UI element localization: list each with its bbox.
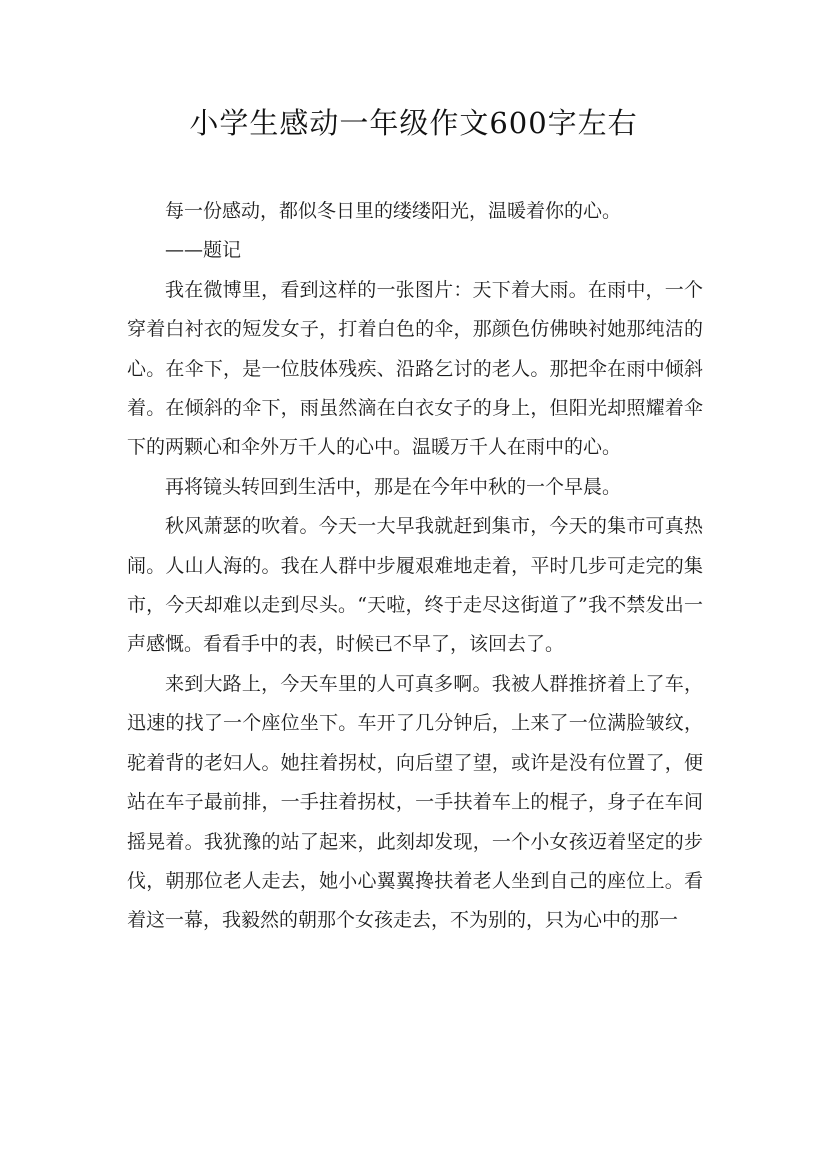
- body-paragraph: 我在微博里，看到这样的一张图片：天下着大雨。在雨中，一个穿着白衬衣的短发女子，打着白色的伞，那颜色仿佛映衬她那纯洁的心。在伞下，是一位肢体残疾、沿路乞讨的老人。那把伞在雨中倾斜着。在倾斜的伞下，雨虽然滴在白衣女子的身上，但阳光却照耀着伞下的两颗心和伞外万千人的心中。温暖万千人在雨中的心。: [127, 278, 703, 459]
- body-paragraph: 来到大路上，今天车里的人可真多啊。我被人群推挤着上了车，迅速的找了一个座位坐下。车开了几分钟后，上来了一位满脸皱纹，驼着背的老妇人。她拄着拐杖，向后望了望，或许是没有位置了，便站在车子最前排，一手拄着拐杖，一手扶着车上的棍子，身子在车间摇晃着。我犹豫的站了起来，此刻却发现，一个小女孩迈着坚定的步伐，朝那位老人走去，她小心翼翼搀扶着老人坐到自己的座位上。看着这一幕，我毅然的朝那个女孩走去，不为别的，只为心中的那一: [127, 672, 703, 932]
- body-paragraph: 秋风萧瑟的吹着。今天一大早我就赶到集市，今天的集市可真热闹。人山人海的。我在人群中步履艰难地走着，平时几步可走完的集市，今天却难以走到尽头。“天啦，终于走尽这街道了”我不禁发出一声感慨。看看手中的表，时候已不早了，该回去了。: [127, 515, 703, 656]
- document-body: [127, 192, 703, 941]
- epigraph-signoff: ——题记: [165, 239, 242, 262]
- document-title: 小学生感动一年级作文600字左右: [189, 106, 638, 140]
- epigraph-paragraph: 每一份感动，都似冬日里的缕缕阳光，温暖着你的心。: [165, 200, 622, 222]
- body-paragraph: 再将镜头转回到生活中，那是在今年中秋的一个早晨。: [165, 475, 622, 498]
